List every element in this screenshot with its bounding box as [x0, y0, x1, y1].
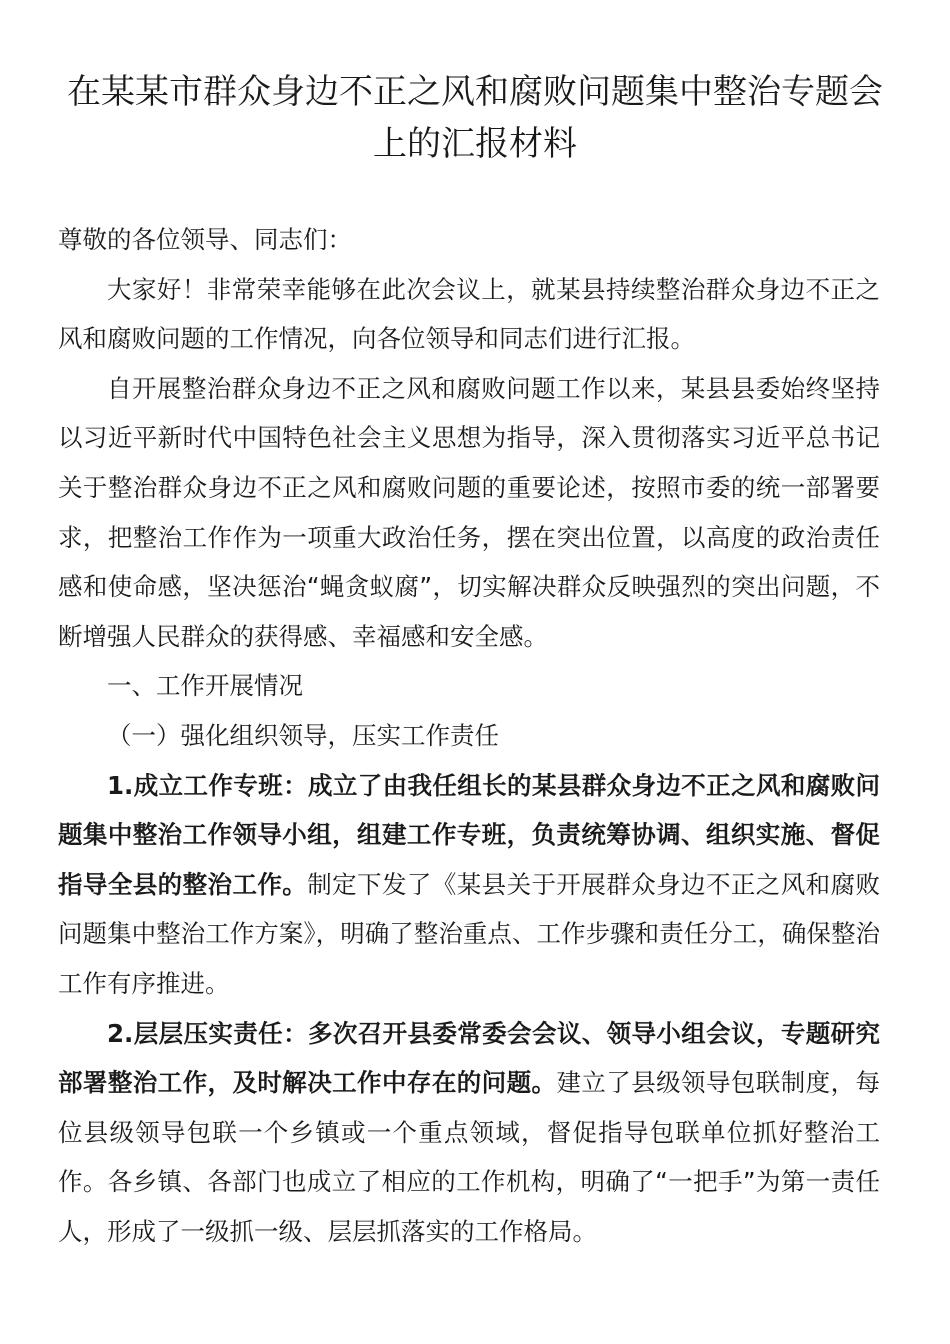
paragraph-overview: 自开展整治群众身边不正之风和腐败问题工作以来，某县县委始终坚持以习近平新时代中国特色社会主义思想为指导，深入贯彻落实习近平总书记关于整治群众身边不正之风和腐败问题的重要论述，按照市委的统一部署要求，把整治工作作为一项重大政治任务，摆在突出位置，以高度的政治责任感和使命感，坚决惩治“蝇贪蚁腐”，切实解决群众反映强烈的突出问题，不断增强人民群众的获得感、幸福感和安全感。 [58, 373, 880, 651]
item-1-text: 制定下发了《某县关于开展群众身边不正之风和腐败问题集中整治工作方案》，明确了整治重点、工作步骤和责任分工，确保整治工作有序推进。 [58, 869, 880, 998]
salutation: 尊敬的各位领导、同志们： [58, 225, 352, 254]
document-body [58, 215, 880, 1256]
paragraph-greeting: 大家好！非常荣幸能够在此次会议上，就某县持续整治群众身边不正之风和腐败问题的工作情况，向各位领导和同志们进行汇报。 [58, 274, 880, 354]
section-heading: 一、工作开展情况 [107, 671, 303, 701]
item-1-paragraph [58, 761, 880, 1009]
item-1-bold-lead: 1.成立工作专班：成立了由我任组长的某县群众身边不正之风和腐败问题集中整治工作领导小组，组建工作专班，负责统筹协调、组织实施、督促指导全县的整治工作。 [58, 770, 880, 899]
document-title: 在某某市群众身边不正之风和腐败问题集中整治专题会上的汇报材料 [67, 72, 883, 164]
item-2-text: 建立了县级领导包联制度，每位县级领导包联一个乡镇或一个重点领域，督促指导包联单位抓好整治工作。各乡镇、各部门也成立了相应的工作机构，明确了“一把手”为第一责任人，形成了一级抓一级、层层抓落实的工作格局。 [58, 1068, 880, 1246]
subsection-heading: （一）强化组织领导，压实工作责任 [107, 720, 499, 750]
item-2-bold-lead: 2.层层压实责任：多次召开县委常委会会议、领导小组会议，专题研究部署整治工作，及时解决工作中存在的问题。 [58, 1018, 880, 1098]
item-2-paragraph [58, 1009, 880, 1257]
